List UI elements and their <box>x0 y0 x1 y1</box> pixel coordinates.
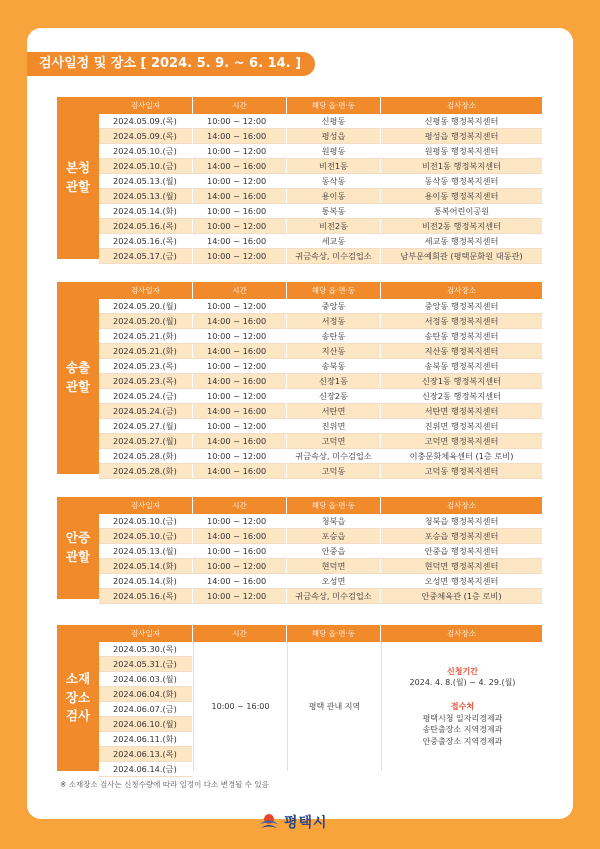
city-name: 평택시 <box>284 815 328 831</box>
schedule-table <box>99 97 543 264</box>
table-row: 2024.05.09.(목) 10:00 ~ 12:00 신평동 신평동 행정복지센터 <box>99 114 543 129</box>
schedule-table <box>99 497 543 604</box>
list-item: 2024.06.04.(화) <box>99 687 193 702</box>
table-header: 검사일자 시간 해당 읍·면·동 검사장소 <box>99 497 543 514</box>
footnote: ※ 소재장소 검사는 신청수량에 따라 일정이 다소 변경될 수 있음 <box>60 780 269 789</box>
section-label: 안중 관할 <box>57 497 99 599</box>
table-row: 2024.05.10.(금) 14:00 ~ 16:00 비전1동 비전1동 행정복지센터 <box>99 159 543 174</box>
table-row: 2024.05.27.(월) 10:00 ~ 12:00 진위면 진위면 행정복지센터 <box>99 419 543 434</box>
list-item: 2024.06.03.(월) <box>99 672 193 687</box>
section-label: 본청 관할 <box>57 97 99 259</box>
table-row: 2024.05.14.(화) 10:00 ~ 12:00 현덕면 현덕면 행정복지센터 <box>99 559 543 574</box>
table-row: 2024.05.13.(월) 14:00 ~ 16:00 용이동 용이동 행정복지센터 <box>99 189 543 204</box>
table-row: 2024.05.24.(금) 14:00 ~ 16:00 서탄면 서탄면 행정복지센터 <box>99 404 543 419</box>
section-label: 송출 관할 <box>57 282 99 474</box>
table-row: 2024.05.21.(화) 14:00 ~ 16:00 지산동 지산동 행정복지센터 <box>99 344 543 359</box>
table-row: 2024.05.23.(목) 10:00 ~ 12:00 송북동 송북동 행정복지센터 <box>99 359 543 374</box>
table-row: 2024.05.10.(금) 10:00 ~ 12:00 원평동 원평동 행정복지센터 <box>99 144 543 159</box>
receipt-title: 접수처 <box>450 701 475 711</box>
schedule-section-onsite <box>57 625 543 774</box>
city-logo <box>258 811 328 833</box>
table-row: 2024.05.28.(화) 10:00 ~ 12:00 귀금속상, 미수검업소 이충문화체육센터 (1층 로비) <box>99 449 543 464</box>
table-row: 2024.05.21.(화) 10:00 ~ 12:00 송탄동 송탄동 행정복지센터 <box>99 329 543 344</box>
list-item: 2024.06.13.(목) <box>99 747 193 762</box>
merged-time-cell: 10:00 ~ 16:00 <box>193 642 287 771</box>
table-row: 2024.05.24.(금) 10:00 ~ 12:00 신장2동 신장2동 행정복지센터 <box>99 389 543 404</box>
table-header: 검사일자 시간 해당 읍·면·동 검사장소 <box>99 97 543 114</box>
merged-area-cell: 평택 관내 지역 <box>287 642 381 771</box>
table-row: 2024.05.13.(월) 10:00 ~ 12:00 동삭동 동삭동 행정복지센터 <box>99 174 543 189</box>
table-row: 2024.05.16.(목) 10:00 ~ 12:00 비전2동 비전2동 행정복지센터 <box>99 219 543 234</box>
schedule-table <box>99 625 543 774</box>
table-row: 2024.05.28.(화) 14:00 ~ 16:00 고덕동 고덕동 행정복지센터 <box>99 464 543 479</box>
schedule-section-songtan <box>57 282 543 474</box>
table-row: 2024.05.27.(월) 14:00 ~ 16:00 고덕면 고덕면 행정복지센터 <box>99 434 543 449</box>
table-row: 2024.05.14.(화) 10:00 ~ 16:00 통복동 통복어린이공원 <box>99 204 543 219</box>
table-row: 2024.05.16.(목) 14:00 ~ 16:00 세교동 세교동 행정복지센터 <box>99 234 543 249</box>
page-title: 검사일정 및 장소 [ 2024. 5. 9. ~ 6. 14. ] <box>27 52 315 76</box>
table-row: 2024.05.09.(목) 14:00 ~ 16:00 평성읍 평성읍 행정복지센터 <box>99 129 543 144</box>
schedule-section-main-office <box>57 97 543 259</box>
table-header: 검사일자 시간 해당 읍·면·동 검사장소 <box>99 625 543 642</box>
table-row: 2024.05.10.(금) 10:00 ~ 12:00 청북읍 청북읍 행정복지센터 <box>99 514 543 529</box>
receipt-office-2: 송탄출장소 지역경제과 <box>422 725 503 735</box>
table-header: 검사일자 시간 해당 읍·면·동 검사장소 <box>99 282 543 299</box>
apply-period: 2024. 4. 8.(월) ~ 4. 29.(월) <box>409 678 516 688</box>
table-row: 2024.05.14.(화) 14:00 ~ 16:00 오성면 오성면 행정복지센터 <box>99 574 543 589</box>
receipt-office-1: 평택시청 일자리경제과 <box>422 713 503 723</box>
merged-place-cell <box>381 642 543 771</box>
table-row: 2024.05.13.(월) 10:00 ~ 16:00 안중읍 안중읍 행정복지센터 <box>99 544 543 559</box>
table-row: 2024.05.20.(월) 14:00 ~ 16:00 서정동 서정동 행정복지센터 <box>99 314 543 329</box>
list-item: 2024.05.30.(목) <box>99 642 193 657</box>
list-item: 2024.05.31.(금) <box>99 657 193 672</box>
receipt-office-3: 안중출장소 지역경제과 <box>422 736 503 746</box>
list-item: 2024.06.14.(금) <box>99 762 193 777</box>
schedule-section-anjung <box>57 497 543 599</box>
table-row: 2024.05.17.(금) 10:00 ~ 12:00 귀금속상, 미수검업소 남부문예회관 (평택문화원 대동관) <box>99 249 543 264</box>
table-row: 2024.05.10.(금) 14:00 ~ 16:00 포승읍 포승읍 행정복지센터 <box>99 529 543 544</box>
list-item: 2024.06.11.(화) <box>99 732 193 747</box>
section-label: 소재 장소 검사 <box>57 625 99 771</box>
table-row: 2024.05.16.(목) 10:00 ~ 12:00 귀금속상, 미수검업소 안중체육관 (1층 로비) <box>99 589 543 604</box>
list-item: 2024.06.07.(금) <box>99 702 193 717</box>
schedule-table <box>99 282 543 479</box>
table-row: 2024.05.23.(목) 14:00 ~ 16:00 신장1동 신장1동 행정복지센터 <box>99 374 543 389</box>
table-row: 2024.05.20.(월) 10:00 ~ 12:00 중앙동 중앙동 행정복지센터 <box>99 299 543 314</box>
list-item: 2024.06.10.(월) <box>99 717 193 732</box>
apply-period-title: 신청기간 <box>447 666 478 676</box>
city-emblem-icon <box>258 811 280 833</box>
